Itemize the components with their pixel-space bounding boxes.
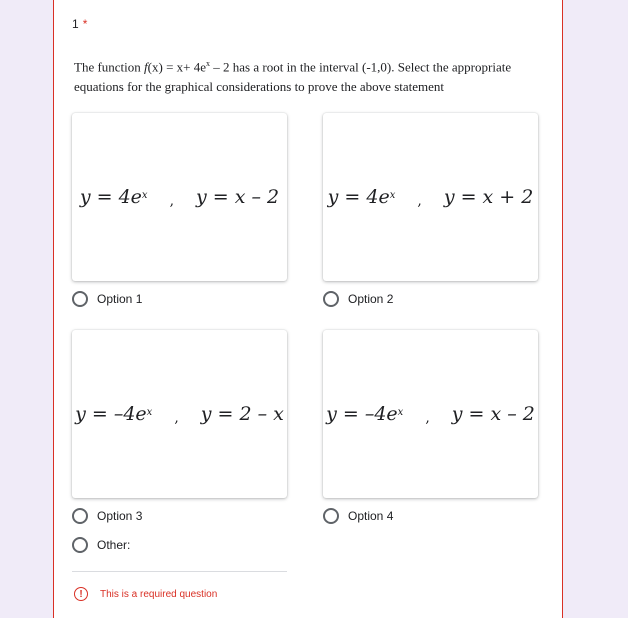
option-3-equation: y = –4e $^x$ , y = 2 – x <box>75 403 284 426</box>
error-icon: ! <box>74 587 88 601</box>
option-1-radio[interactable] <box>72 291 88 307</box>
question-number: 1 * <box>72 17 88 31</box>
option-4[interactable] <box>323 508 393 524</box>
option-1-label: Option 1 <box>97 292 143 306</box>
option-2-equation: y = 4e $^x$ , y = x + 2 <box>327 186 534 209</box>
option-3[interactable] <box>72 508 142 524</box>
option-other-radio[interactable] <box>72 537 88 553</box>
other-input-underline[interactable] <box>72 571 287 572</box>
option-1-equation: y = 4e $^x$ , y = x – 2 <box>79 186 280 209</box>
option-4-radio[interactable] <box>323 508 339 524</box>
option-2[interactable] <box>323 291 393 307</box>
required-asterisk: * <box>82 17 88 31</box>
option-4-label: Option 4 <box>348 509 394 523</box>
option-2-radio[interactable] <box>323 291 339 307</box>
option-4-equation: y = –4e $^x$ , y = x – 2 <box>326 403 535 426</box>
option-other-label: Other: <box>97 538 131 552</box>
option-1[interactable] <box>72 291 142 307</box>
option-3-image <box>72 330 287 498</box>
required-error <box>74 587 217 601</box>
option-1-image <box>72 113 287 281</box>
option-2-label: Option 2 <box>348 292 394 306</box>
question-card <box>53 0 563 618</box>
question-text: The function $f(x) = x+ 4e^x - 2$ has a root in the interval (-1,0). Select the appropriate equations for the graphical considerations to prove the above statement <box>74 59 512 95</box>
option-3-radio[interactable] <box>72 508 88 524</box>
option-other[interactable] <box>72 537 130 553</box>
option-4-image <box>323 330 538 498</box>
error-text: This is a required question <box>100 588 218 600</box>
option-3-label: Option 3 <box>97 509 143 523</box>
option-2-image <box>323 113 538 281</box>
